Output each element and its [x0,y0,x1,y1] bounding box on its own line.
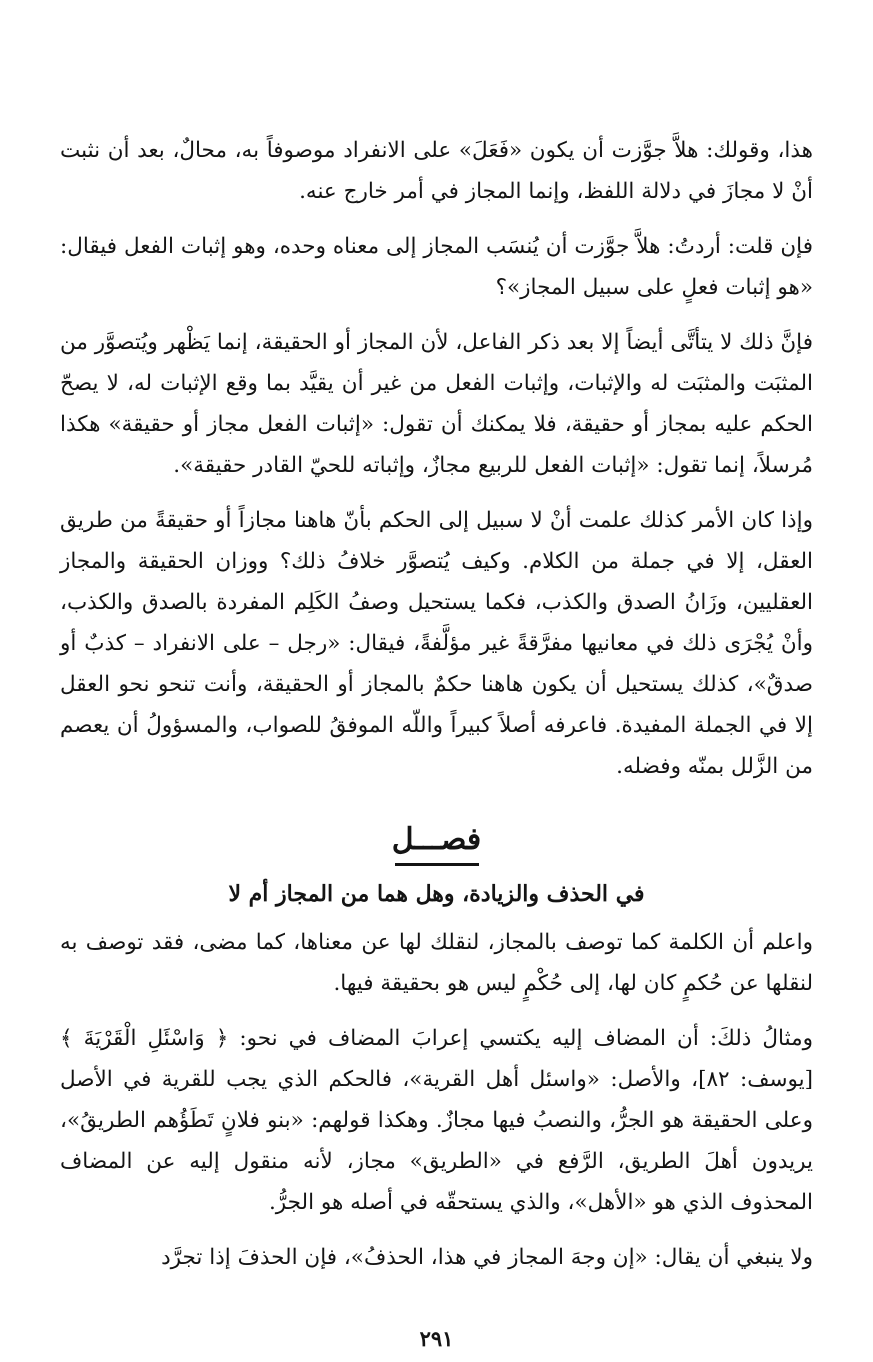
paragraph-1: هذا، وقولك: هلاَّ جوَّزت أن يكون «فَعَلَ» على الانفراد موصوفاً به، محالٌ، بعد أن نثبت أنْ لا مجازَ في دلالة اللفظ، وإنما المجاز في أمر خارج عنه. [60,138,813,204]
page-number: ٢٩١ [419,1326,454,1351]
paragraph-2: فإن قلت: أردتُ: هلاَّ جوَّزت أن يُنسَب المجاز إلى معناه وحده، وهو إثبات الفعل فيقال: «هو إثبات فعلٍ على سبيل المجاز»؟ [60,234,813,300]
section-title-rule [395,863,479,866]
section-subtitle: في الحذف والزيادة، وهل هما من المجاز أم لا [228,881,645,907]
section-title: فصـــل [391,822,482,857]
page-body [60,130,813,1292]
paragraph-3: فإنَّ ذلك لا يتأتَّى أيضاً إلا بعد ذكر الفاعل، لأن المجاز أو الحقيقة، إنما يَظْهر ويُتصوَّر من المثبَت والمثبَت له والإثبات، وإثبات الفعل من غير أن يقيَّد بما وقع الإثبات له، لا يصحّ الحكم عليه بمجاز أو حقيقة، فلا يمكنك أن تقول: «إثبات الفعل مجاز أو حقيقة» هكذا مُرسلاً، إنما تقول: «إثبات الفعل للربيع مجازٌ، وإثباته للحيّ القادر حقيقة». [60,330,813,478]
paragraph-4: وإذا كان الأمر كذلك علمت أنْ لا سبيل إلى الحكم بأنّ هاهنا مجازاً أو حقيقةً من طريق العقل، إلا في جملة من الكلام. وكيف يُتصوَّر خلافُ ذلك؟ ووزان الحقيقة والمجاز العقليين، وزَانُ الصدق والكذب، فكما يستحيل وصفُ الكَلِم المفردة بالصدق والكذب، وأنْ يُجْرَى ذلك في معانيها مفرَّقةً غير مؤلَّفةً، فيقال: «رجل – على الانفراد – كذبٌ أو صدقٌ»، كذلك يستحيل أن يكون هاهنا حكمٌ بالمجاز أو الحقيقة، وأنت تنحو نحو العقل إلا في الجملة المفيدة. فاعرفه أصلاً كبيراً واللّه الموفقُ للصواب، والمسؤولُ أن يعصم من الزَّلل بمنّه وفضله. [60,508,813,779]
paragraph-6: ومثالُ ذلكَ: أن المضاف إليه يكتسي إعرابَ المضاف في نحو: ﴿ وَاسْئَلِ الْقَرْيَةَ ﴾ [يوسف: ٨٢]، والأصل: «واسئل أهل القرية»، فالحكم الذي يجب للقرية في الأصل وعلى الحقيقة هو الجرُّ، والنصبُ فيها مجازٌ. وهكذا قولهم: «بنو فلانٍ تَطَؤُهم الطريقُ»، يريدون أهلَ الطريق، الرَّفع في «الطريق» مجاز، لأنه منقول إليه عن المضاف المحذوف الذي هو «الأهل»، والذي يستحقّه في أصله هو الجرُّ. [60,1026,813,1215]
paragraph-7: ولا ينبغي أن يقال: «إن وجهَ المجاز في هذا، الحذفُ»، فإن الحذفَ إذا تجرَّد [161,1245,813,1270]
paragraph-5: واعلم أن الكلمة كما توصف بالمجاز، لنقلك لها عن معناها، كما مضى، فقد توصف به لنقلها عن حُكمٍ كان لها، إلى حُكْمٍ ليس هو بحقيقة فيها. [60,930,813,996]
